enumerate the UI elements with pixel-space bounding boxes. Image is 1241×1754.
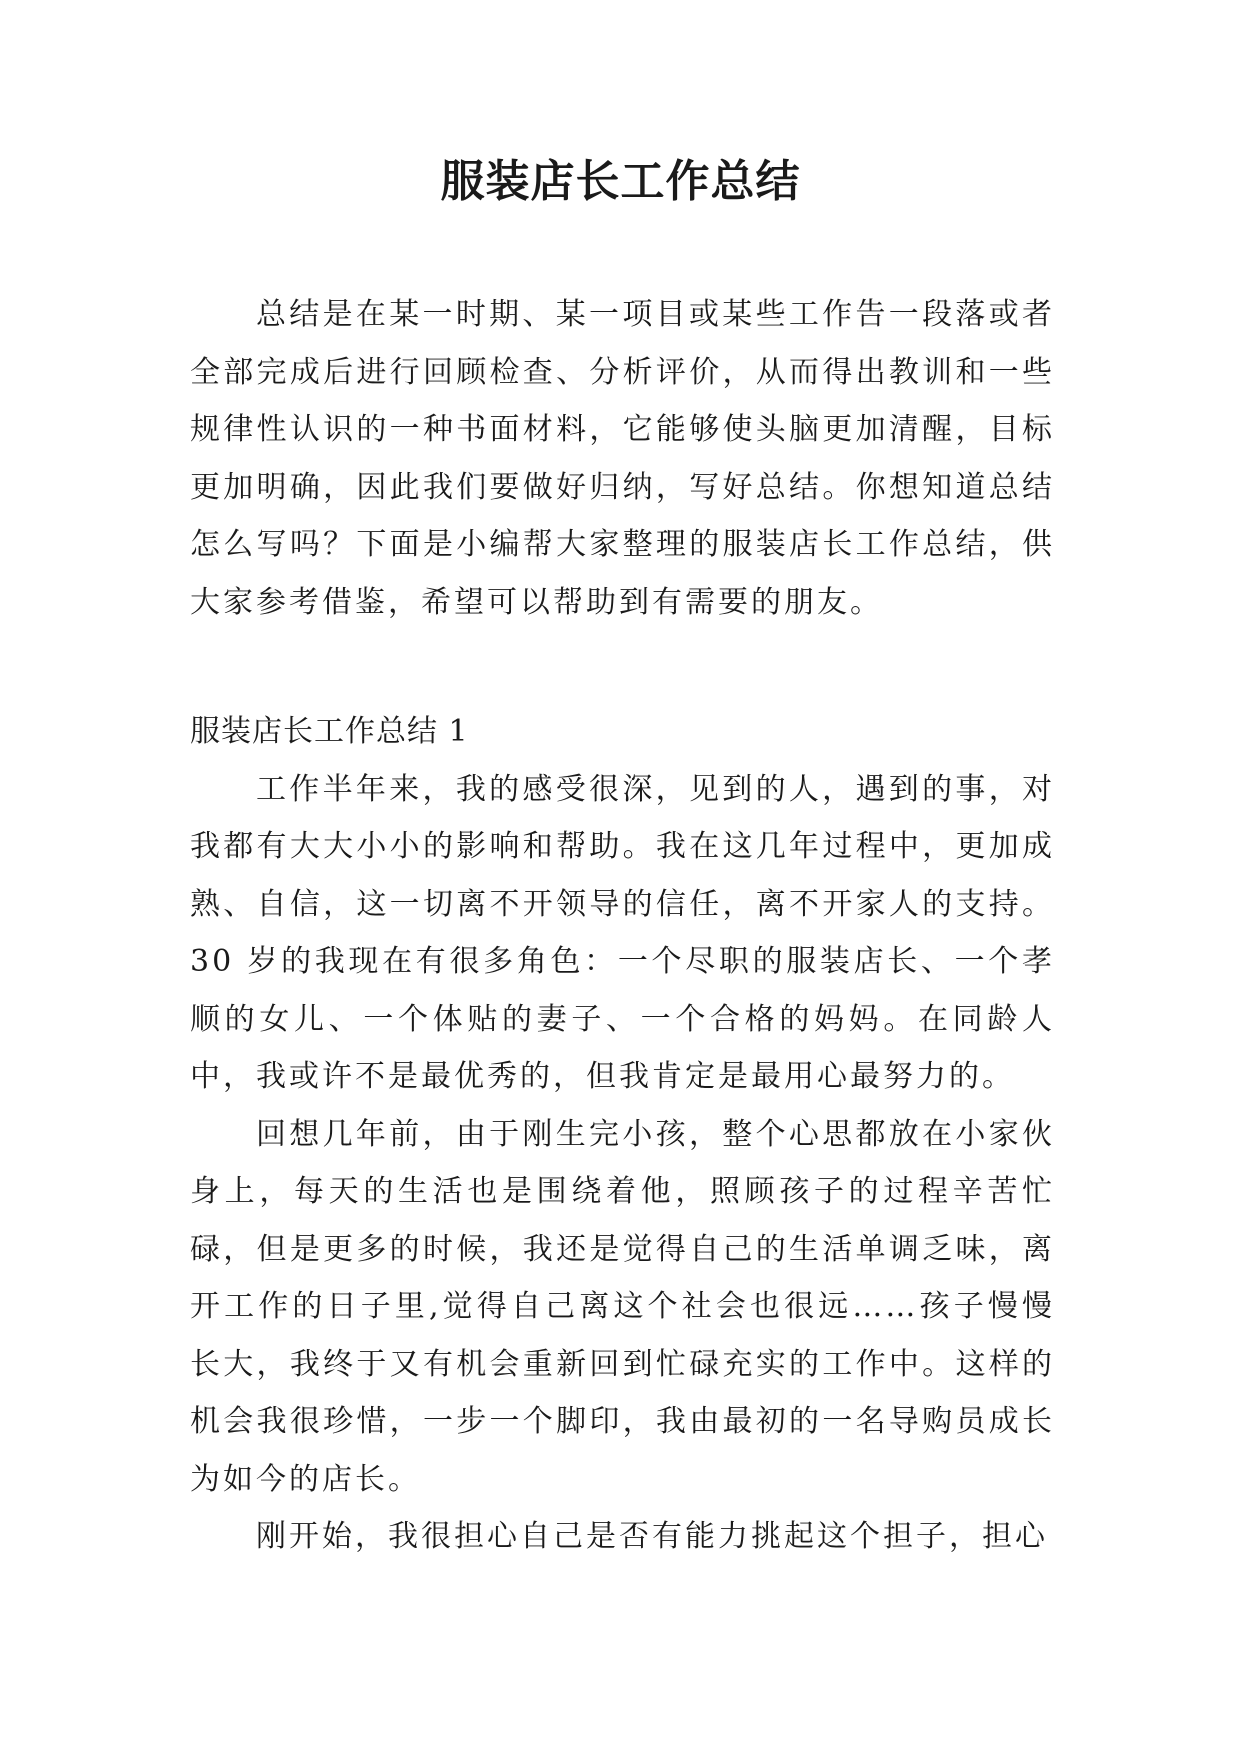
section-spacer bbox=[190, 631, 1055, 703]
intro-paragraph: 总结是在某一时期、某一项目或某些工作告一段落或者全部完成后进行回顾检查、分析评价，从而得出教训和一些规律性认识的一种书面材料，它能够使头脑更加清醒，目标更加明确，因此我们要做好归纳，写好总结。你想知道总结怎么写吗？下面是小编帮大家整理的服装店长工作总结，供大家参考借鉴，希望可以帮助到有需要的朋友。 bbox=[190, 297, 1055, 620]
document-body bbox=[190, 286, 1055, 1566]
body-paragraph-3: 刚开始，我很担心自己是否有能力挑起这个担子，担心 bbox=[256, 1519, 1048, 1554]
body-paragraph-1: 工作半年来，我的感受很深，见到的人，遇到的事，对我都有大大小小的影响和帮助。我在这几年过程中，更加成熟、自信，这一切离不开领导的信任，离不开家人的支持。30 岁的我现在有很多角色：一个尽职的服装店长、一个孝顺的女儿、一个体贴的妻子、一个合格的妈妈。在同龄人中，我或许不是最优秀的，但我肯定是最用心最努力的。 bbox=[190, 771, 1055, 1094]
section-heading: 服装店长工作总结 1 bbox=[190, 714, 469, 749]
body-paragraph-2: 回想几年前，由于刚生完小孩，整个心思都放在小家伙身上，每天的生活也是围绕着他，照顾孩子的过程辛苦忙碌，但是更多的时候，我还是觉得自己的生活单调乏味，离开工作的日子里,觉得自己离这个社会也很远……孩子慢慢长大，我终于又有机会重新回到忙碌充实的工作中。这样的机会我很珍惜，一步一个脚印，我由最初的一名导购员成长为如今的店长。 bbox=[190, 1116, 1055, 1497]
document-title: 服装店长工作总结 bbox=[440, 156, 801, 207]
